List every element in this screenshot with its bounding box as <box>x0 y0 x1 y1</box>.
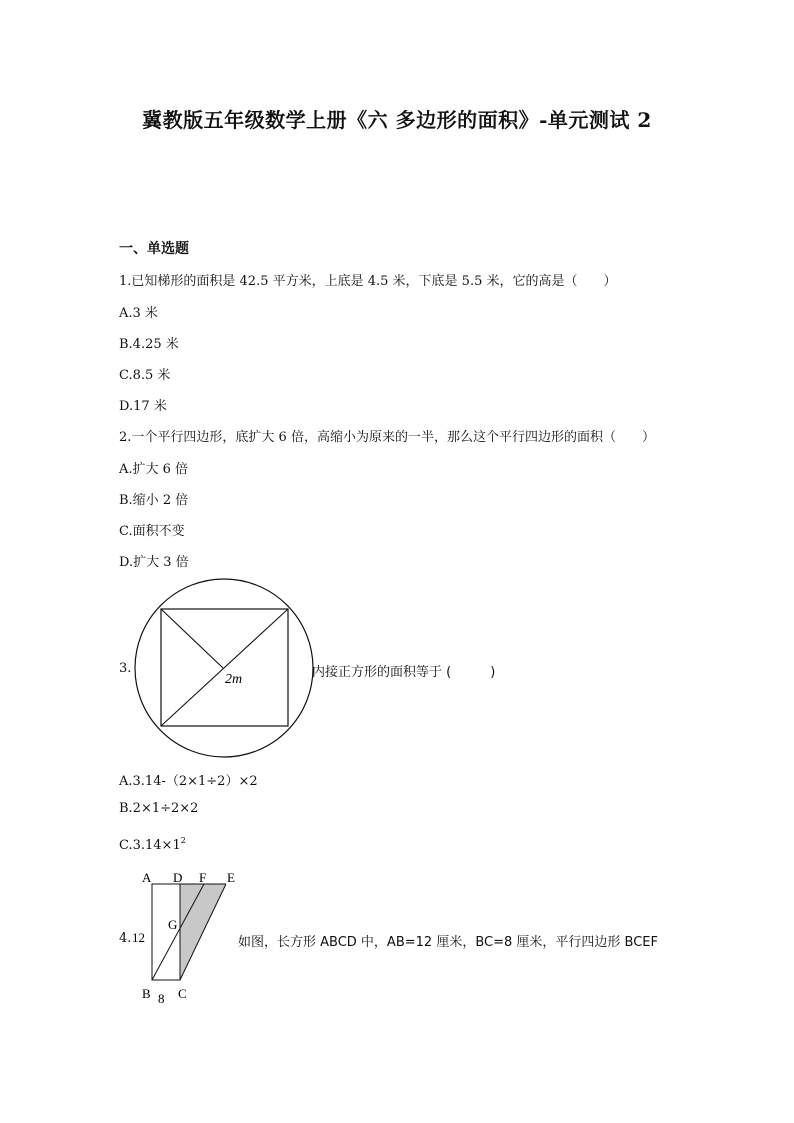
exponent: 2 <box>180 836 186 845</box>
question-2-option-d: D.扩大 3 倍 <box>119 555 189 570</box>
diagonal-label: 2m <box>225 672 243 687</box>
question-1-stem: 1.已知梯形的面积是 42.5 平方米，上底是 4.5 米，下底是 5.5 米，它的高是（ ） <box>119 274 617 289</box>
question-3-option-c: $C.3.14\times 1^2$ <box>119 836 186 853</box>
vertex-label-f: F <box>199 870 207 885</box>
rectangle-parallelogram-figure <box>130 866 242 1006</box>
question-4-stem: 如图，长方形 ABCD 中，AB=12 厘米，BC=8 厘米，平行四边形 BCEF <box>238 935 658 950</box>
bottom-length-label: 8 <box>158 991 165 1006</box>
question-3-option-a: A.3.14-（2×1÷2）×2 <box>119 774 258 789</box>
question-2-option-a: A.扩大 6 倍 <box>119 462 189 477</box>
circle-square-figure <box>133 577 315 759</box>
point-label-g: G <box>168 917 178 932</box>
vertex-label-b: B <box>142 986 151 1001</box>
page-title: 冀教版五年级数学上册《六 多边形的面积》-单元测试 2 <box>142 108 652 132</box>
vertex-label-d: D <box>173 870 183 885</box>
question-3-option-b: B.2×1÷2×2 <box>119 801 199 816</box>
vertex-label-a: A <box>142 870 152 885</box>
question-4-number: 4. <box>119 931 132 946</box>
side-length-label: 12 <box>132 930 145 945</box>
question-1-option-d: D.17 米 <box>119 399 167 414</box>
rectangle-abcd <box>152 884 180 980</box>
question-1-option-c: C.8.5 米 <box>119 368 171 383</box>
vertex-label-e: E <box>227 870 235 885</box>
vertex-label-c: C <box>178 986 187 1001</box>
question-3-stem: 内接正方形的面积等于 ( ) <box>312 665 496 680</box>
question-2-option-c: C.面积不变 <box>119 524 185 539</box>
question-1-option-a: A.3 米 <box>119 306 158 321</box>
diagonal-half <box>161 609 223 668</box>
question-2-stem: 2.一个平行四边形，底扩大 6 倍，高缩小为原来的一半，那么这个平行四边形的面积（ ） <box>119 430 655 445</box>
section-heading: 一、单选题 <box>119 241 189 257</box>
question-1-option-b: B.4.25 米 <box>119 337 179 352</box>
question-3-number: 3. <box>119 661 132 676</box>
question-2-option-b: B.缩小 2 倍 <box>119 493 189 508</box>
